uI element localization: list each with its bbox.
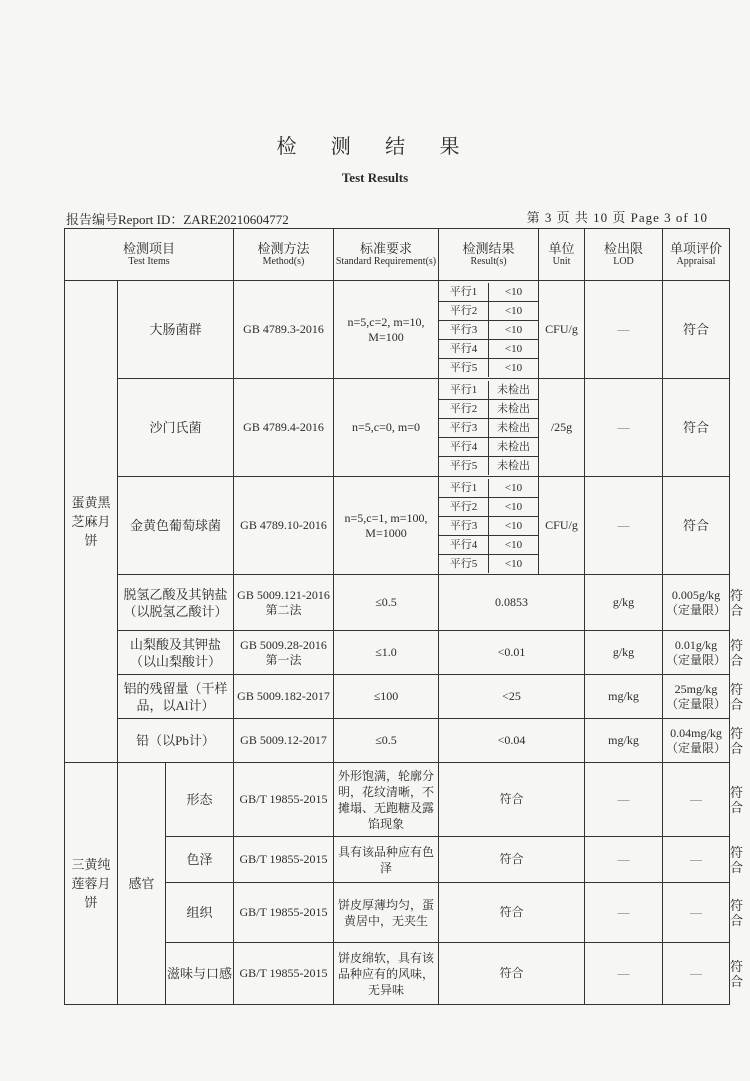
test-method: GB/T 19855-2015 <box>234 837 334 883</box>
result: 符合 <box>439 943 585 1005</box>
parallel-label: 平行2 <box>439 497 489 516</box>
requirement: n=5,c=0, m=0 <box>334 379 439 477</box>
unit: — <box>585 837 663 883</box>
test-method: GB 5009.121-2016 第二法 <box>234 575 334 631</box>
test-item: 脱氢乙酸及其钠盐（以脱氢乙酸计） <box>118 575 234 631</box>
result: 符合 <box>439 837 585 883</box>
parallel-value: <10 <box>489 301 539 320</box>
page-subtitle: Test Results <box>341 170 409 185</box>
header-requirement: 标准要求 Standard Requirement(s) <box>334 229 439 281</box>
requirement: n=5,c=2, m=10, M=100 <box>334 281 439 379</box>
test-item: 形态 <box>166 763 234 837</box>
parallel-value: 未检出 <box>497 459 530 472</box>
lod: — <box>585 281 663 379</box>
parallel-results <box>439 477 539 575</box>
requirement: n=5,c=1, m=100, M=1000 <box>334 477 439 575</box>
test-method: GB/T 19855-2015 <box>234 943 334 1005</box>
unit: CFU/g <box>539 281 585 379</box>
header-row <box>65 229 730 281</box>
test-item: 沙门氏菌 <box>118 379 234 477</box>
parallel-value: <10 <box>489 479 539 498</box>
table-row: 脱氢乙酸及其钠盐（以脱氢乙酸计） GB 5009.121-2016 第二法 ≤0.5 0.0853 g/kg 0.005g/kg（定量限） 符合 <box>65 575 730 631</box>
parallel-label: 平行3 <box>439 320 489 339</box>
header-appraisal: 单项评价 Appraisal <box>663 229 730 281</box>
test-item: 滋味与口感 <box>166 943 234 1005</box>
sample-name: 蛋黄黑芝麻月饼 <box>65 281 118 763</box>
appraisal: 符合 <box>663 379 730 477</box>
test-method: GB 4789.3-2016 <box>234 281 334 379</box>
page-title: 检 测 结 果 <box>276 134 474 158</box>
test-item: 色泽 <box>166 837 234 883</box>
lod: — <box>663 883 730 943</box>
parallel-label: 平行2 <box>439 399 489 418</box>
result: 0.0853 <box>439 575 585 631</box>
unit: mg/kg <box>585 719 663 763</box>
result: <0.04 <box>439 719 585 763</box>
test-group: 感官 <box>118 763 166 1005</box>
unit: /25g <box>539 379 585 477</box>
parallel-label: 平行1 <box>439 381 489 400</box>
unit: — <box>585 883 663 943</box>
result: <25 <box>439 675 585 719</box>
parallel-label: 平行3 <box>439 418 489 437</box>
test-item: 铅（以Pb计） <box>118 719 234 763</box>
test-item: 铝的残留量（干样品，以Al计） <box>118 675 234 719</box>
requirement: ≤0.5 <box>334 719 439 763</box>
unit: g/kg <box>585 575 663 631</box>
parallel-value: <10 <box>489 497 539 516</box>
unit: mg/kg <box>585 675 663 719</box>
sample-name: 三黄纯莲蓉月饼 <box>65 763 118 1005</box>
page-number: 第 3 页 共 10 页 Page 3 of 10 <box>526 210 708 225</box>
parallel-value: 未检出 <box>489 381 539 400</box>
table-row: 山梨酸及其钾盐（以山梨酸计） GB 5009.28-2016 第一法 ≤1.0 <0.01 g/kg 0.01g/kg（定量限） 符合 <box>65 631 730 675</box>
requirement: 饼皮厚薄均匀，蛋黄居中，无夹生 <box>334 883 439 943</box>
lod: — <box>663 837 730 883</box>
header-method: 检测方法 Method(s) <box>234 229 334 281</box>
requirement: ≤100 <box>334 675 439 719</box>
unit: g/kg <box>585 631 663 675</box>
parallel-value: <10 <box>489 320 539 339</box>
result: 符合 <box>439 763 585 837</box>
header-result: 检测结果 Result(s) <box>439 229 539 281</box>
test-item: 山梨酸及其钾盐（以山梨酸计） <box>118 631 234 675</box>
lod: 0.04mg/kg（定量限） <box>663 719 730 763</box>
parallel-label: 平行4 <box>439 535 489 554</box>
test-method: GB 5009.28-2016 第一法 <box>234 631 334 675</box>
test-method: GB/T 19855-2015 <box>234 883 334 943</box>
table-row: 三黄纯莲蓉月饼 感官 形态 GB/T 19855-2015 外形饱满，轮廓分明，花纹清晰，不摊塌、无跑糖及露馅现象 符合 — — 符合 <box>65 763 730 837</box>
lod: 0.005g/kg（定量限） <box>663 575 730 631</box>
test-method: GB 5009.12-2017 <box>234 719 334 763</box>
parallel-label: 平行4 <box>439 437 489 456</box>
parallel-value: <10 <box>489 535 539 554</box>
table-row <box>65 477 730 575</box>
result: 符合 <box>439 883 585 943</box>
table-row: 铅（以Pb计） GB 5009.12-2017 ≤0.5 <0.04 mg/kg 0.04mg/kg（定量限） 符合 <box>65 719 730 763</box>
test-method: GB/T 19855-2015 <box>234 763 334 837</box>
parallel-value: <10 <box>489 283 539 302</box>
lod: — <box>663 943 730 1005</box>
requirement: ≤0.5 <box>334 575 439 631</box>
lod: 25mg/kg（定量限） <box>663 675 730 719</box>
test-item: 金黄色葡萄球菌 <box>118 477 234 575</box>
header-test-items: 检测项目 Test Items <box>65 229 234 281</box>
lod: 0.01g/kg（定量限） <box>663 631 730 675</box>
requirement: 外形饱满，轮廓分明，花纹清晰，不摊塌、无跑糖及露馅现象 <box>334 763 439 837</box>
parallel-value: 未检出 <box>489 437 539 456</box>
parallel-label: 平行3 <box>439 516 489 535</box>
table-row <box>65 379 730 477</box>
lod: — <box>663 763 730 837</box>
unit: — <box>585 943 663 1005</box>
header-unit: 单位 Unit <box>539 229 585 281</box>
appraisal: 符合 <box>663 477 730 575</box>
table-row: 色泽 GB/T 19855-2015 具有该品种应有色泽 符合 — — 符合 <box>65 837 730 883</box>
test-method: GB 4789.4-2016 <box>234 379 334 477</box>
header-lod: 检出限 LOD <box>585 229 663 281</box>
report-id: 报告编号Report ID：ZARE20210604772 <box>66 212 289 227</box>
requirement: ≤1.0 <box>334 631 439 675</box>
parallel-label: 平行1 <box>439 283 489 302</box>
results-table <box>64 228 744 1005</box>
table-row: 组织 GB/T 19855-2015 饼皮厚薄均匀，蛋黄居中，无夹生 符合 — — 符合 <box>65 883 730 943</box>
parallel-value: <10 <box>504 361 523 374</box>
parallel-value: <10 <box>504 557 523 570</box>
test-method: GB 4789.10-2016 <box>234 477 334 575</box>
parallel-value: 未检出 <box>489 418 539 437</box>
unit: CFU/g <box>539 477 585 575</box>
parallel-label: 平行5 <box>439 554 489 573</box>
unit: — <box>585 763 663 837</box>
parallel-label: 平行1 <box>439 479 489 498</box>
lod: — <box>585 379 663 477</box>
parallel-value: 未检出 <box>489 399 539 418</box>
table-row: 铝的残留量（干样品，以Al计） GB 5009.182-2017 ≤100 <25 mg/kg 25mg/kg（定量限） 符合 <box>65 675 730 719</box>
result: <0.01 <box>439 631 585 675</box>
test-method: GB 5009.182-2017 <box>234 675 334 719</box>
parallel-value: <10 <box>489 339 539 358</box>
lod: — <box>585 477 663 575</box>
test-item: 组织 <box>166 883 234 943</box>
test-item: 大肠菌群 <box>118 281 234 379</box>
parallel-results <box>439 379 539 477</box>
parallel-results <box>439 281 539 379</box>
parallel-label: 平行5 <box>439 358 489 377</box>
requirement: 饼皮绵软，具有该品种应有的风味，无异味 <box>334 943 439 1005</box>
table-row: 滋味与口感 GB/T 19855-2015 饼皮绵软，具有该品种应有的风味，无异味 符合 — — 符合 <box>65 943 730 1005</box>
parallel-label: 平行5 <box>439 456 489 475</box>
parallel-label: 平行4 <box>439 339 489 358</box>
parallel-label: 平行2 <box>439 301 489 320</box>
requirement: 具有该品种应有色泽 <box>334 837 439 883</box>
table-row <box>65 281 730 379</box>
parallel-value: <10 <box>489 516 539 535</box>
appraisal: 符合 <box>663 281 730 379</box>
